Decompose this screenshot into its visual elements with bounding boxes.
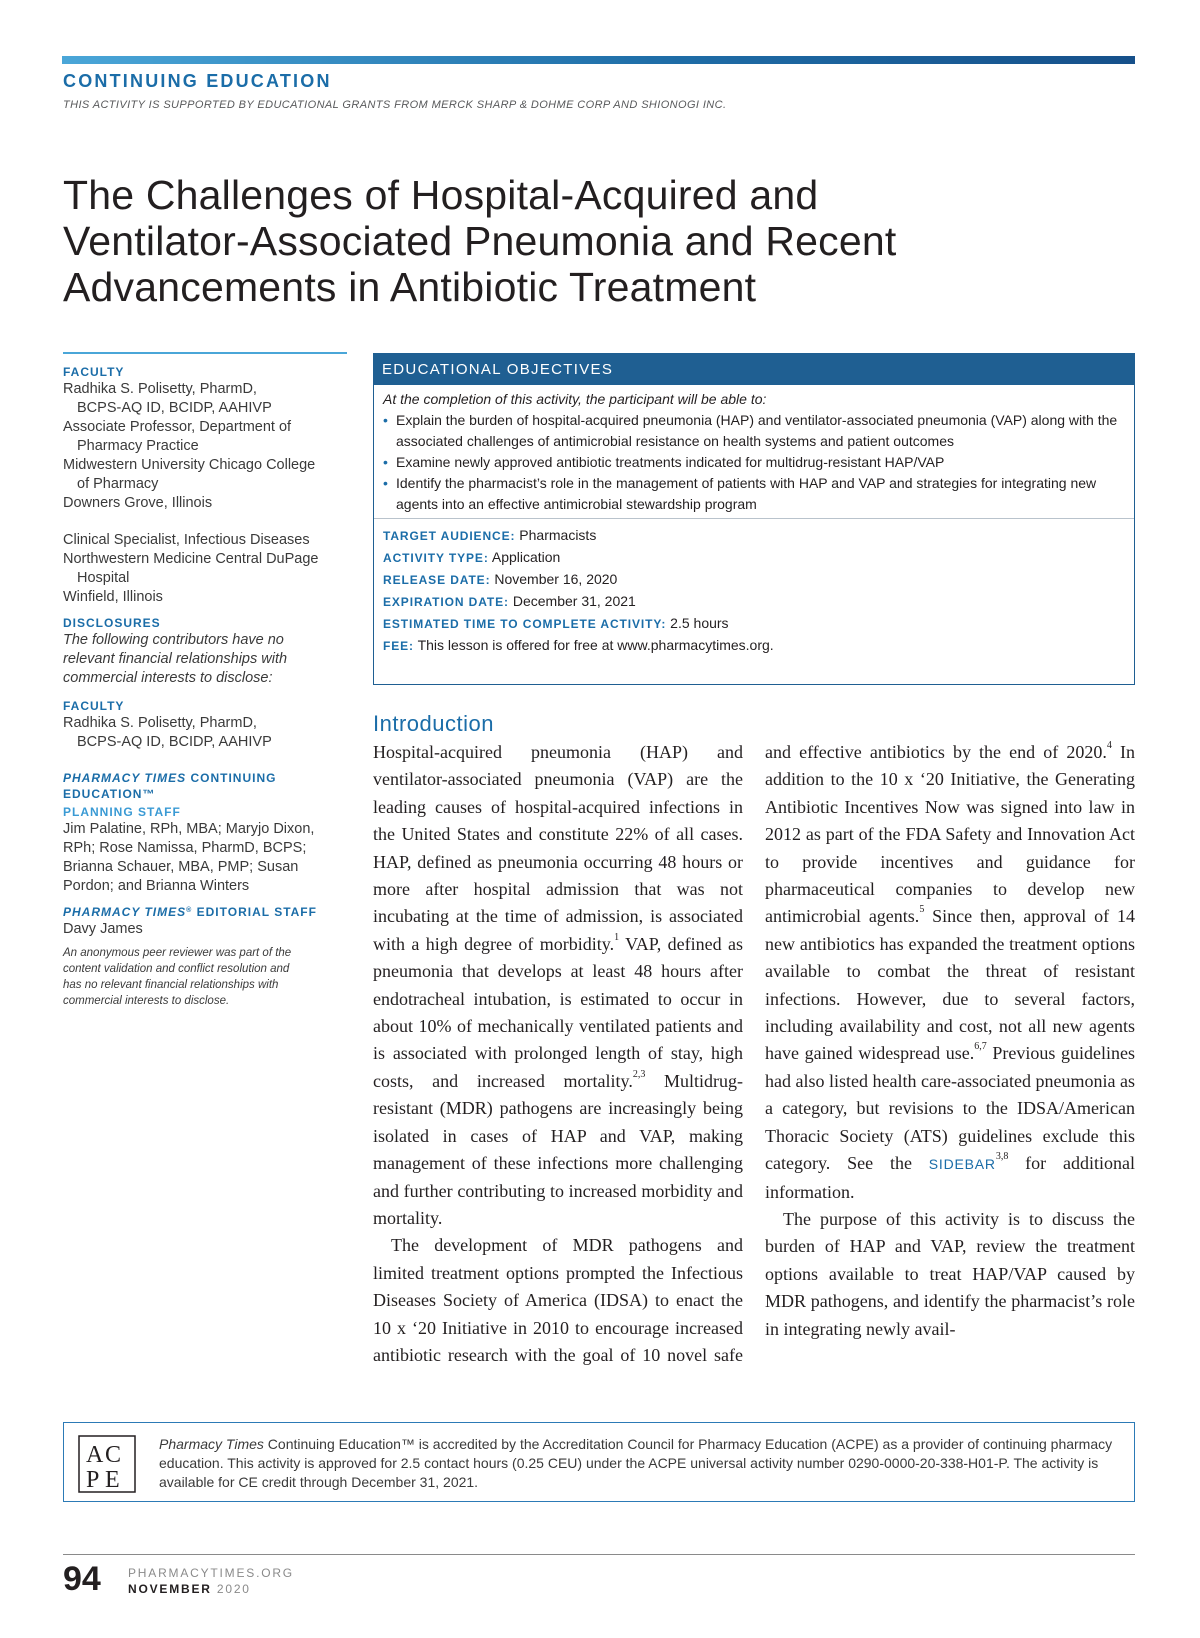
- objective-item: • Explain the burden of hospital-acquired pneumonia (HAP) and ventilator-associated pneumonia (VAP) along with the associated challenges of antimicrobial resistance on health systems and patient outcomes: [383, 410, 1126, 452]
- fee: [383, 635, 1126, 657]
- expiration-date: [383, 591, 1126, 613]
- text-run: In addition to the 10 x ‘20 Initiative, the Generating Antibiotic Incentives Now was signed into law in 2012 as part of the FDA Safety and Innovation Act to provide incentives and guidance for pharmaceutical companies to develop new antimicrobial agents.: [765, 742, 1135, 927]
- planning-staff-line: Brianna Schauer, MBA, PMP; Susan: [63, 859, 299, 875]
- introduction-heading: Introduction: [373, 711, 494, 736]
- meta-value: This lesson is offered for free at www.pharmacytimes.org.: [413, 637, 774, 653]
- pt-ce-heading-line2: EDUCATION™: [63, 787, 156, 801]
- planning-staff-heading: PLANNING STAFF: [63, 805, 181, 819]
- editorial-brand: PHARMACY TIMES: [63, 905, 187, 919]
- estimated-time: [383, 613, 1126, 635]
- footer-issue: [128, 1582, 251, 1596]
- citation: 1: [614, 931, 620, 943]
- meta-value: November 16, 2020: [490, 571, 618, 587]
- acpe-brand: Pharmacy Times: [159, 1436, 264, 1452]
- release-date: [383, 569, 1126, 591]
- text-run: Since then, approval of 14 new antibiotics has expanded the treatment options available to combat the threat of resistant infections. However, due to several factors, including availability and cost, not all new agents have gained widespread use.: [765, 906, 1136, 1064]
- body-columns: [373, 739, 1135, 1379]
- objective-item: • Examine newly approved antibiotic treatments indicated for multidrug-resistant HAP/VAP: [383, 452, 1126, 473]
- article-title: [63, 172, 1063, 310]
- svg-text:A: A: [86, 1442, 104, 1468]
- body-paragraph-3: The purpose of this activity is to discuss the burden of HAP and VAP, review the treatment options available to treat HAP/VAP caused by MDR pathogens, and identify the pharmacist’s role in integrating newly avail-: [765, 1208, 1135, 1339]
- objectives-intro: At the completion of this activity, the participant will be able to:: [383, 391, 767, 407]
- title-line-1: The Challenges of Hospital-Acquired and: [63, 172, 819, 218]
- educational-objectives-box: [373, 353, 1135, 685]
- text-run: The development of MDR pathogens and limited treatment options prompted the Infectious Diseases Society of America (IDSA) to enact the 10 x ‘20 Initiative in 2010 to encourage increased antibiotic research with the goal of 10 novel safe and effective antibiotics by the end of 2020.: [373, 742, 1107, 1365]
- affiliation-line: of Pharmacy: [77, 476, 159, 492]
- objective-item: • Identify the pharmacist’s role in the management of patients with HAP and VAP and strategies for integrating new agents into an effective antimicrobial stewardship program: [383, 473, 1126, 515]
- title-line-3: Advancements in Antibiotic Treatment: [63, 264, 757, 310]
- affiliation-line: Midwestern University Chicago College: [63, 457, 316, 473]
- meta-key: EXPIRATION DATE:: [383, 595, 509, 609]
- peer-review-note: An anonymous peer reviewer was part of the: [63, 947, 292, 959]
- pt-ce-heading: [63, 770, 353, 786]
- sidebar-rule: [63, 352, 347, 354]
- registered-mark: ®: [186, 907, 193, 914]
- faculty-name: Radhika S. Polisetty, PharmD,: [63, 381, 257, 397]
- editorial-rest: EDITORIAL STAFF: [192, 905, 317, 919]
- meta-key: TARGET AUDIENCE:: [383, 529, 516, 543]
- citation: 3,8: [995, 1151, 1009, 1163]
- affiliation-line: Pharmacy Practice: [77, 438, 199, 454]
- meta-value: Pharmacists: [515, 527, 597, 543]
- affiliation-line: Associate Professor, Department of: [63, 419, 292, 435]
- peer-review-note: content validation and conflict resolution and: [63, 963, 290, 975]
- svg-text:C: C: [105, 1442, 122, 1468]
- sidebar-reference: SIDEBAR: [928, 1156, 996, 1173]
- activity-type: [383, 547, 1126, 569]
- page-number: 94: [63, 1560, 101, 1598]
- faculty-name: Radhika S. Polisetty, PharmD,: [63, 715, 257, 731]
- acpe-statement: [159, 1435, 1119, 1492]
- citation: 2,3: [632, 1068, 646, 1080]
- affiliation-line: Hospital: [77, 570, 130, 586]
- issue-month: NOVEMBER: [128, 1582, 212, 1596]
- target-audience: [383, 525, 1126, 547]
- citation: 5: [919, 904, 925, 916]
- objectives-header: EDUCATIONAL OBJECTIVES: [374, 354, 1134, 385]
- body-paragraph-1: [373, 739, 743, 1232]
- disclosures-text: commercial interests to disclose:: [63, 670, 273, 686]
- text-run: Multidrug-resistant (MDR) pathogens are increasingly being isolated in cases of HAP and VAP, making management of these infections more challenging and further contributing to increased morbidity and mortality.: [373, 1070, 744, 1228]
- planning-staff-line: Pordon; and Brianna Winters: [63, 878, 250, 894]
- text-run: VAP, defined as pneumonia that develops at least 48 hours after endotracheal intubation, is estimated to occur in about 10% of mechanically ventilated patients and is associated with prolonged length of stay, high costs, and increased mortality.: [373, 933, 743, 1091]
- affiliation-line: Northwestern Medicine Central DuPage: [63, 551, 319, 567]
- affiliation-line: Downers Grove, Illinois: [63, 495, 213, 511]
- disclosures-text: The following contributors have no: [63, 632, 284, 648]
- peer-review-note: commercial interests to disclose.: [63, 995, 230, 1007]
- grant-statement: THIS ACTIVITY IS SUPPORTED BY EDUCATIONAL GRANTS FROM MERCK SHARP & DOHME CORP AND SHIONOGI INC.: [63, 99, 727, 111]
- editorial-staff-name: Davy James: [63, 921, 143, 937]
- top-color-bar: [62, 56, 1135, 64]
- planning-staff-line: RPh; Rose Namissa, PharmD, BCPS;: [63, 840, 307, 856]
- title-line-2: Ventilator-Associated Pneumonia and Recent: [63, 218, 897, 264]
- acpe-accreditation-box: [63, 1422, 1135, 1502]
- disclosures-heading: DISCLOSURES: [63, 616, 161, 630]
- meta-value: December 31, 2021: [508, 593, 636, 609]
- editorial-staff-heading: [63, 904, 353, 920]
- faculty-heading-2: FACULTY: [63, 699, 125, 713]
- footer-rule: [63, 1554, 1135, 1555]
- affiliation-line: Winfield, Illinois: [63, 589, 163, 605]
- pt-ce-brand: PHARMACY TIMES: [63, 771, 187, 785]
- section-label: CONTINUING EDUCATION: [63, 71, 332, 91]
- citation: 4: [1106, 740, 1112, 751]
- faculty-sidebar: [63, 364, 353, 1009]
- activity-meta: [374, 519, 1134, 657]
- faculty-credentials: BCPS-AQ ID, BCIDP, AAHIVP: [77, 734, 272, 750]
- svg-text:P: P: [86, 1467, 100, 1493]
- footer-site: PHARMACYTIMES.ORG: [128, 1566, 294, 1580]
- planning-staff-line: Jim Palatine, RPh, MBA; Maryjo Dixon,: [63, 821, 315, 837]
- meta-key: ESTIMATED TIME TO COMPLETE ACTIVITY:: [383, 617, 667, 631]
- text-run: Previous guidelines had also listed health care-associated pneumonia as a category, but revisions to the IDSA/American Thoracic Society (ATS) guidelines exclude this category. See the: [765, 1043, 1135, 1174]
- disclosures-text: relevant financial relationships with: [63, 651, 288, 667]
- acpe-text: Continuing Education™ is accredited by the Accreditation Council for Pharmacy Education (ACPE) as a provider of continuing pharmacy education. This activity is approved for 2.5 contact hours (0.25 CEU) under the ACPE universal activity number 0290-0000-20-338-H01-P. The activity is available for CE credit through December 31, 2021.: [159, 1436, 1113, 1490]
- objectives-list: [383, 410, 1126, 515]
- meta-key: ACTIVITY TYPE:: [383, 551, 489, 565]
- svg-text:E: E: [105, 1467, 120, 1493]
- citation: 6,7: [974, 1041, 987, 1053]
- meta-key: RELEASE DATE:: [383, 573, 491, 587]
- faculty-credentials: BCPS-AQ ID, BCIDP, AAHIVP: [77, 400, 272, 416]
- meta-value: 2.5 hours: [666, 615, 729, 631]
- text-run: Hospital-acquired pneumonia (HAP) and ventilator-associated pneumonia (VAP) are the leading causes of hospital-acquired infections in the United States and constitute 22% of all cases. HAP, defined as pneumonia occurring 48 hours or more after hospital admission that was not incubating at the time of admission, is associated with a high degree of morbidity.: [373, 742, 743, 954]
- faculty-heading: FACULTY: [63, 365, 125, 379]
- text-run: for additional information.: [765, 1153, 1135, 1202]
- acpe-logo: [78, 1435, 136, 1493]
- issue-year: 2020: [211, 1582, 251, 1596]
- meta-value: Application: [488, 549, 561, 565]
- pt-ce-rest: CONTINUING: [186, 771, 277, 785]
- affiliation-line: Clinical Specialist, Infectious Diseases: [63, 532, 310, 548]
- meta-key: FEE:: [383, 639, 414, 653]
- peer-review-note: has no relevant financial relationships with: [63, 979, 279, 991]
